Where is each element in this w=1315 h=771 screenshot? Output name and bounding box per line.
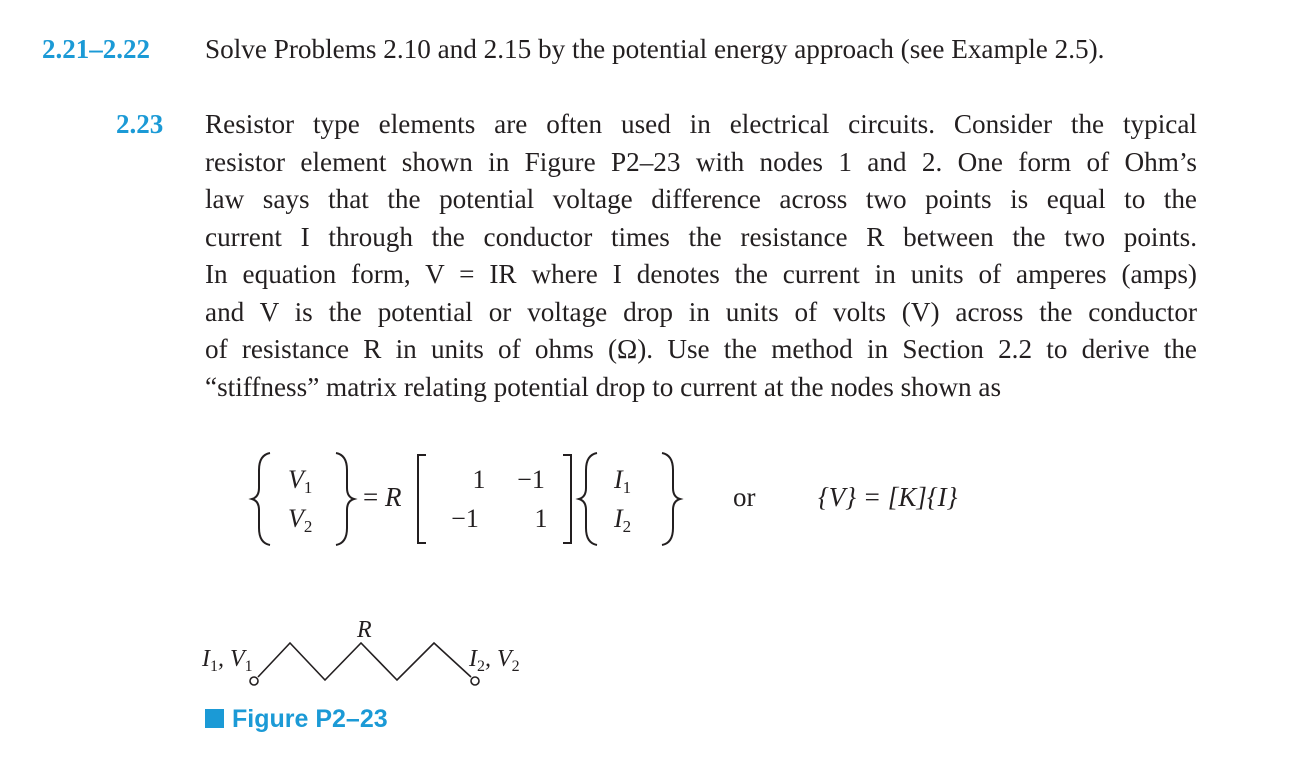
node-1-terminal [250,677,258,685]
compact-equation: {V} = [K]{I} [818,482,958,512]
resistor-zigzag [258,643,471,680]
left-brace-open [252,453,270,545]
left-brace-close [336,453,354,545]
problem-line-1: Resistor type elements are often used in electrical circuits. Consider the typical [205,109,1197,139]
vector-v1: V1 [288,465,313,497]
problem-line-3: law says that the potential voltage difference across two points is equal to the [205,184,1197,214]
problem-number-2-21: 2.21–2.22 [42,34,150,64]
problem-2-21-line: Solve Problems 2.10 and 2.15 by the potential energy approach (see Example 2.5). [205,34,1105,64]
right-brace-open [579,453,597,545]
problem-line-5: In equation form, V = IR where I denotes the current in units of amperes (amps) [205,259,1197,289]
vector-i1: I1 [614,465,632,497]
problem-line-8: “stiffness” matrix relating potential drop to current at the nodes shown as [205,371,1002,402]
matrix-m12: −1 [517,465,545,494]
right-brace-close [662,453,680,545]
figure-caption [205,705,388,734]
vector-i2: I2 [614,504,632,536]
matrix-m21: −1 [451,504,479,533]
problem-line-6: and V is the potential or voltage drop in units of volts (V) across the conductor [205,296,1197,327]
problem-number-2-23: 2.23 [116,109,164,139]
vector-v2: V2 [288,504,313,536]
or-text: or [733,482,756,512]
matrix-m11: 1 [472,465,486,494]
problem-line-4: current I through the conductor times the resistance R between the two points. [205,221,1197,252]
caption-square-icon [205,709,224,728]
problem-line-7: of resistance R in units of ohms (Ω). Use the method in Section 2.2 to derive the [205,334,1197,364]
figure-caption-text: Figure P2–23 [232,705,388,733]
problem-line-2: resistor element shown in Figure P2–23 with nodes 1 and 2. One form of Ohm’s [205,146,1197,177]
matrix-m22: 1 [534,504,548,533]
node-2-label: $I_2$, $V_2$ [469,646,520,675]
equals-r: = R [363,482,402,512]
matrix-bracket-close [563,455,571,543]
matrix-bracket-open [418,455,426,543]
node-1-label: $I_1$, $V_1$ [202,646,253,675]
node-2-terminal [471,677,479,685]
resistor-label: R [357,617,372,643]
